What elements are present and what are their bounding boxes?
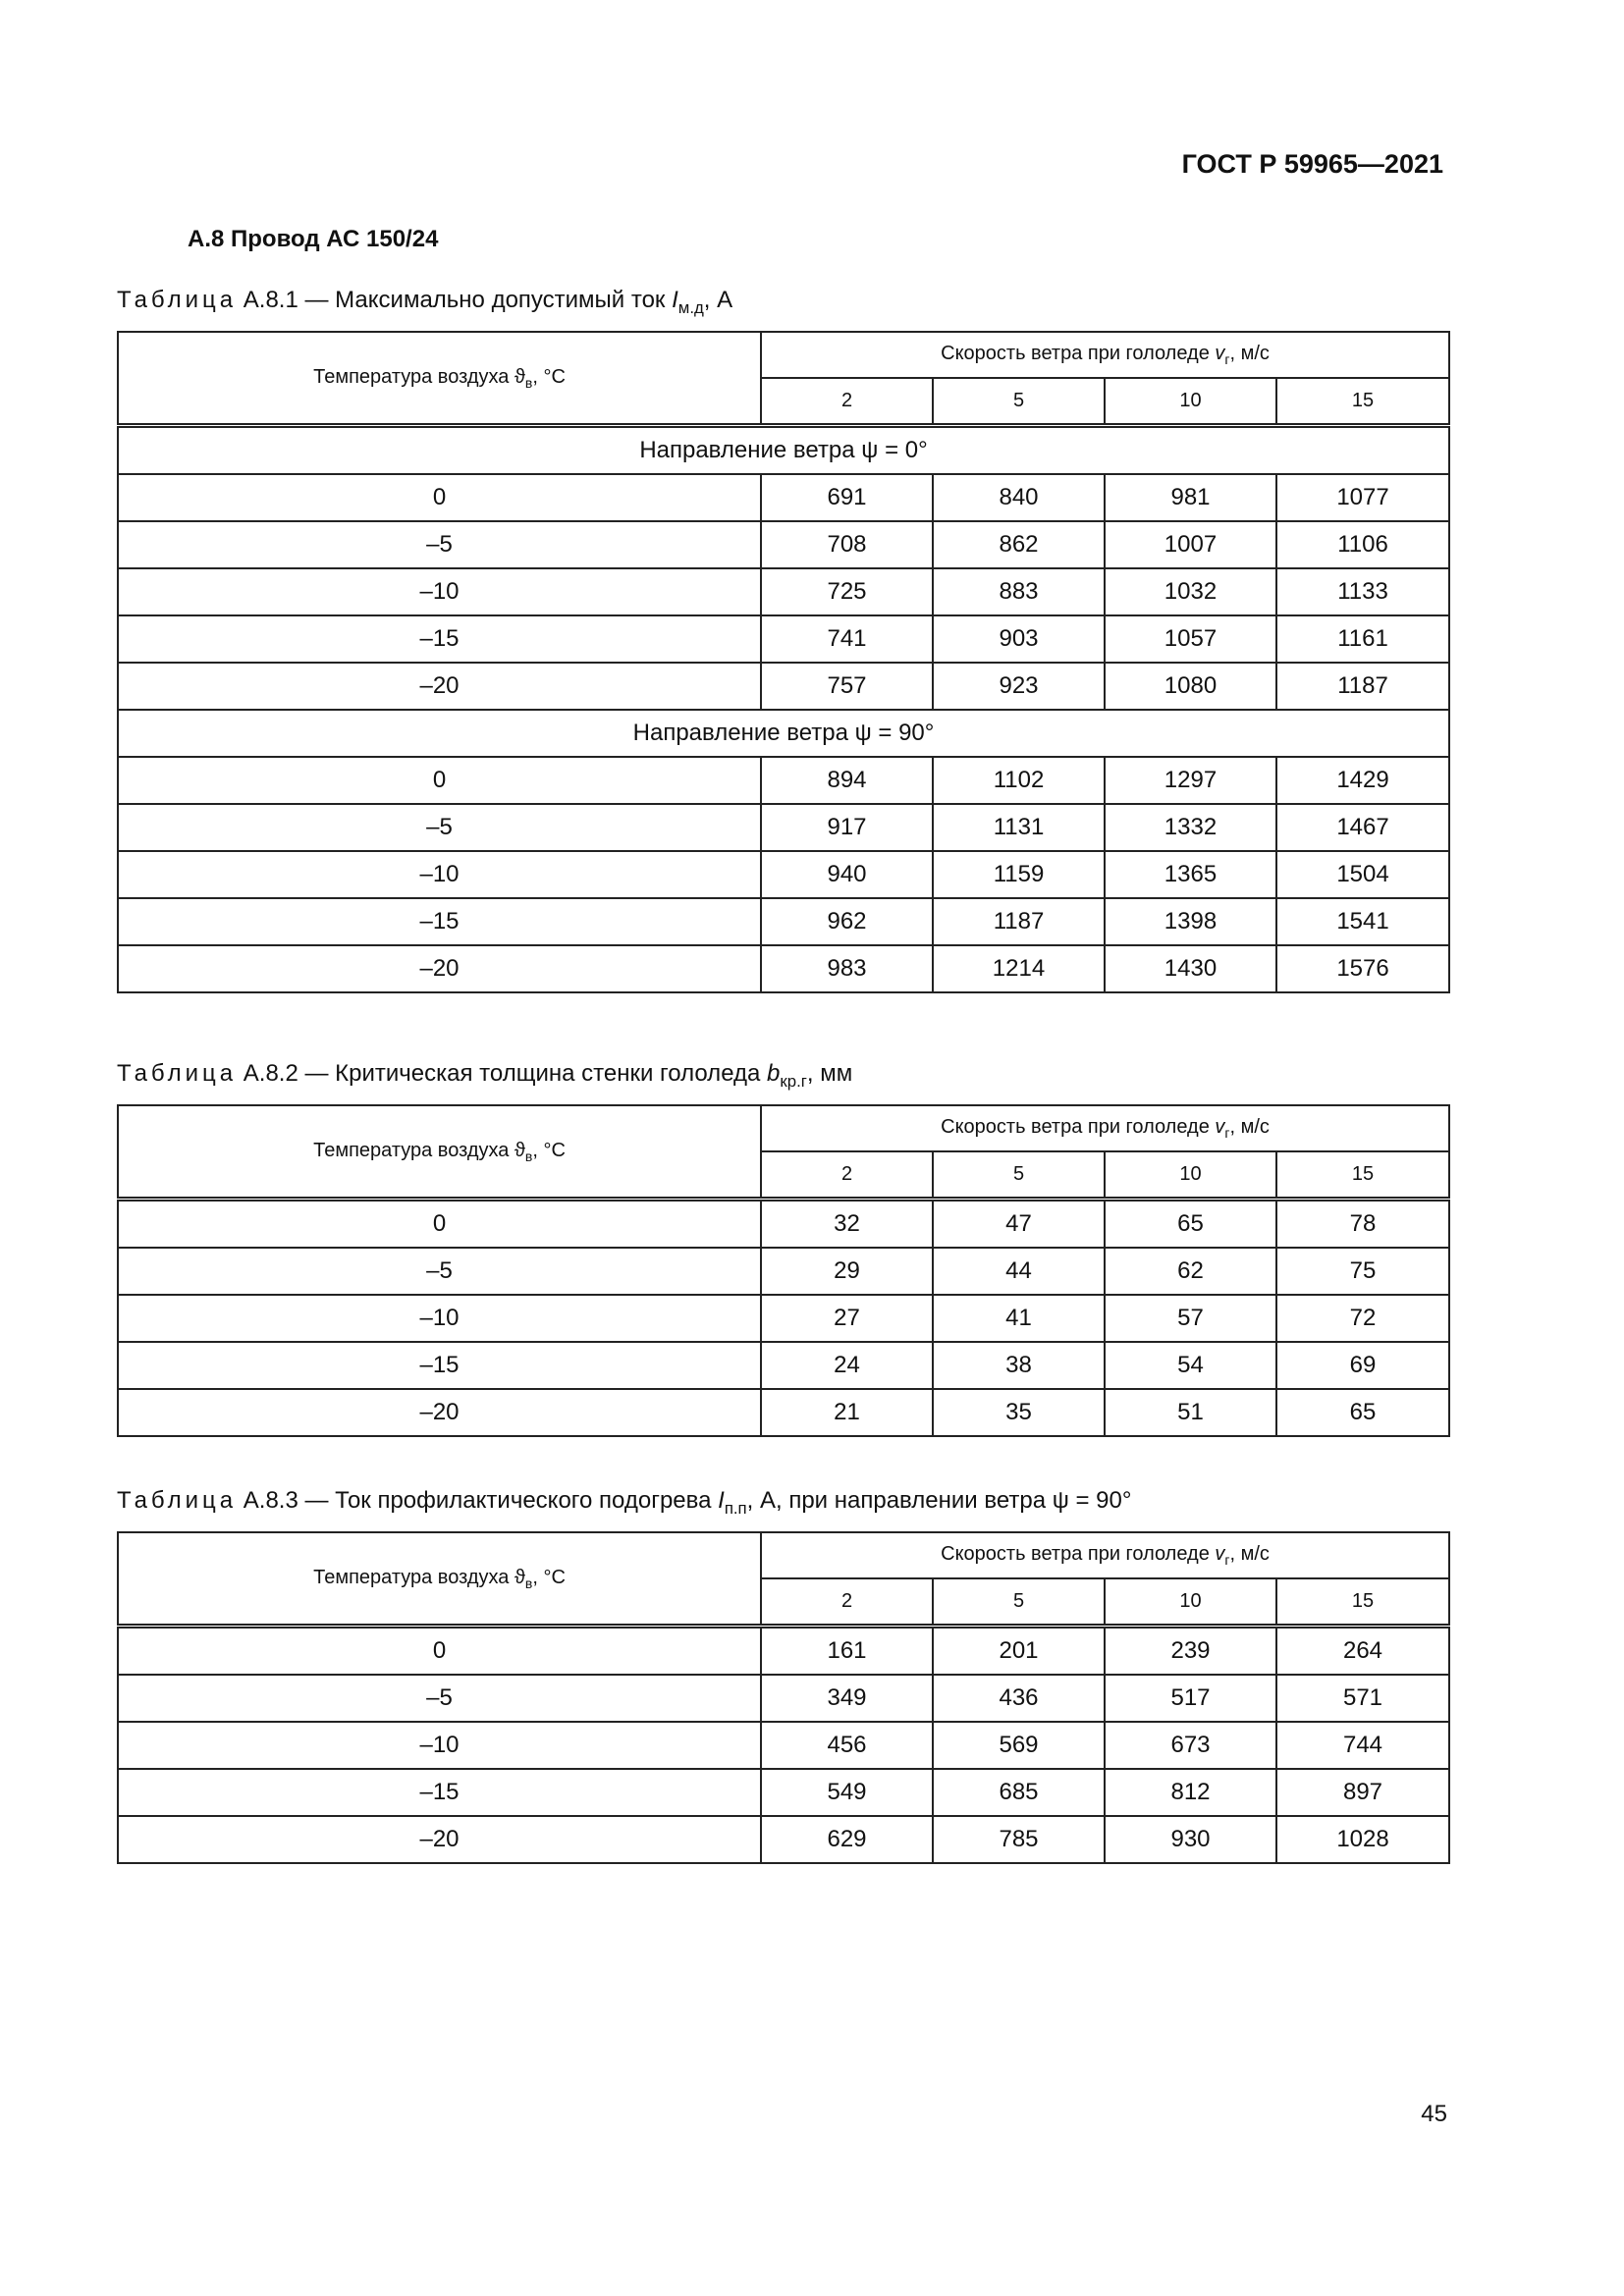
current-value-cell: 883: [933, 568, 1105, 615]
temperature-subscript: в: [524, 1575, 533, 1591]
caption-word: Таблица: [117, 1487, 238, 1514]
speed-value-header: 5: [933, 1151, 1105, 1200]
temperature-unit: , °С: [532, 1566, 566, 1588]
temperature-cell: –20: [118, 663, 761, 710]
wind-speed-symbol: v: [1215, 343, 1225, 364]
table-row: [118, 1389, 1449, 1436]
table-row: [118, 1295, 1449, 1342]
caption-unit: , мм: [806, 1060, 853, 1087]
temperature-cell: –5: [118, 1675, 761, 1722]
current-value-cell: 1057: [1105, 615, 1276, 663]
speed-value-header: 10: [1105, 1578, 1276, 1627]
current-value-cell: 691: [761, 474, 933, 521]
current-value-cell: 741: [761, 615, 933, 663]
table-row: [118, 521, 1449, 568]
temperature-cell: –10: [118, 1722, 761, 1769]
current-value-cell: 1576: [1276, 945, 1449, 992]
current-value-cell: 44: [933, 1248, 1105, 1295]
caption-unit: , А, при направлении ветра ψ = 90°: [746, 1487, 1132, 1514]
temperature-subscript: в: [524, 1148, 533, 1164]
document-id: ГОСТ Р 59965—2021: [1181, 149, 1443, 179]
current-value-cell: 72: [1276, 1295, 1449, 1342]
table-a81: [117, 331, 1450, 993]
current-value-cell: 35: [933, 1389, 1105, 1436]
header-row: [118, 1105, 1449, 1151]
current-value-cell: 725: [761, 568, 933, 615]
temperature-subscript: в: [524, 374, 533, 391]
current-value-cell: 1080: [1105, 663, 1276, 710]
current-value-cell: 1077: [1276, 474, 1449, 521]
temperature-cell: –20: [118, 1389, 761, 1436]
current-value-cell: 1131: [933, 804, 1105, 851]
current-value-cell: 1297: [1105, 757, 1276, 804]
temperature-cell: –15: [118, 898, 761, 945]
current-value-cell: 812: [1105, 1769, 1276, 1816]
current-value-cell: 862: [933, 521, 1105, 568]
wind-direction-row: [118, 426, 1449, 475]
current-value-cell: 940: [761, 851, 933, 898]
current-value-cell: 51: [1105, 1389, 1276, 1436]
current-value-cell: 75: [1276, 1248, 1449, 1295]
temperature-cell: –5: [118, 521, 761, 568]
current-value-cell: 1028: [1276, 1816, 1449, 1863]
current-value-cell: 32: [761, 1200, 933, 1249]
temperature-cell: 0: [118, 1200, 761, 1249]
wind-direction-cell: Направление ветра ψ = 90°: [118, 710, 1449, 757]
table-row: [118, 1722, 1449, 1769]
current-value-cell: 903: [933, 615, 1105, 663]
table-a82: [117, 1104, 1450, 1437]
current-value-cell: 962: [761, 898, 933, 945]
table-row: [118, 568, 1449, 615]
temperature-label: Температура воздуха ϑ: [313, 1139, 525, 1161]
table-body: [118, 1532, 1449, 1863]
temperature-cell: –10: [118, 568, 761, 615]
current-value-cell: 29: [761, 1248, 933, 1295]
caption-word: Таблица: [117, 287, 238, 313]
table-row: [118, 474, 1449, 521]
temperature-header: [118, 1105, 761, 1200]
caption-text: А.8.2 — Критическая толщина стенки гололеда: [237, 1060, 768, 1087]
table-a83: [117, 1531, 1450, 1864]
current-value-cell: 757: [761, 663, 933, 710]
table-row: [118, 945, 1449, 992]
current-value-cell: 785: [933, 1816, 1105, 1863]
wind-speed-unit: , м/с: [1229, 1543, 1270, 1565]
current-value-cell: 65: [1276, 1389, 1449, 1436]
speed-value-header: 5: [933, 378, 1105, 426]
current-value-cell: 1467: [1276, 804, 1449, 851]
current-value-cell: 983: [761, 945, 933, 992]
wind-speed-subscript: г: [1224, 1552, 1230, 1568]
temperature-cell: –5: [118, 1248, 761, 1295]
temperature-cell: 0: [118, 1627, 761, 1676]
current-value-cell: 1332: [1105, 804, 1276, 851]
current-value-cell: 21: [761, 1389, 933, 1436]
current-value-cell: 1398: [1105, 898, 1276, 945]
current-value-cell: 54: [1105, 1342, 1276, 1389]
current-value-cell: 24: [761, 1342, 933, 1389]
table-caption-a82: [117, 1060, 852, 1092]
page-number: 45: [1421, 2101, 1447, 2127]
wind-direction-row: [118, 710, 1449, 757]
current-value-cell: 1133: [1276, 568, 1449, 615]
table-row: [118, 898, 1449, 945]
current-value-cell: 38: [933, 1342, 1105, 1389]
wind-direction-cell: Направление ветра ψ = 0°: [118, 426, 1449, 475]
table-body: [118, 1105, 1449, 1436]
temperature-label: Температура воздуха ϑ: [313, 1566, 525, 1588]
current-value-cell: 436: [933, 1675, 1105, 1722]
temperature-label: Температура воздуха ϑ: [313, 365, 525, 388]
current-value-cell: 930: [1105, 1816, 1276, 1863]
caption-text: А.8.3 — Ток профилактического подогрева: [237, 1487, 719, 1514]
speed-value-header: 15: [1276, 1151, 1449, 1200]
header-row: [118, 1532, 1449, 1578]
wind-speed-symbol: v: [1215, 1543, 1225, 1565]
speed-value-header: 10: [1105, 1151, 1276, 1200]
table-row: [118, 804, 1449, 851]
table-row: [118, 1200, 1449, 1249]
wind-speed-label: Скорость ветра при гололеде: [941, 1116, 1216, 1138]
table-row: [118, 615, 1449, 663]
current-value-cell: 201: [933, 1627, 1105, 1676]
current-value-cell: 1365: [1105, 851, 1276, 898]
speed-value-header: 15: [1276, 1578, 1449, 1627]
temperature-cell: –20: [118, 945, 761, 992]
current-value-cell: 456: [761, 1722, 933, 1769]
table-row: [118, 1627, 1449, 1676]
current-value-cell: 629: [761, 1816, 933, 1863]
current-value-cell: 1430: [1105, 945, 1276, 992]
speed-value-header: 15: [1276, 378, 1449, 426]
wind-speed-header: [761, 1105, 1449, 1151]
wind-speed-symbol: v: [1215, 1116, 1225, 1138]
current-value-cell: 917: [761, 804, 933, 851]
temperature-header: [118, 1532, 761, 1627]
current-value-cell: 517: [1105, 1675, 1276, 1722]
current-value-cell: 41: [933, 1295, 1105, 1342]
current-value-cell: 1187: [1276, 663, 1449, 710]
temperature-unit: , °С: [532, 365, 566, 388]
current-value-cell: 708: [761, 521, 933, 568]
table-row: [118, 851, 1449, 898]
current-value-cell: 923: [933, 663, 1105, 710]
current-value-cell: 1214: [933, 945, 1105, 992]
current-value-cell: 1187: [933, 898, 1105, 945]
current-value-cell: 264: [1276, 1627, 1449, 1676]
wind-speed-header: [761, 332, 1449, 378]
current-value-cell: 981: [1105, 474, 1276, 521]
current-value-cell: 1007: [1105, 521, 1276, 568]
wind-speed-unit: , м/с: [1229, 343, 1270, 364]
caption-unit: , А: [703, 287, 733, 313]
current-value-cell: 1102: [933, 757, 1105, 804]
speed-value-header: 2: [761, 1578, 933, 1627]
wind-speed-label: Скорость ветра при гололеде: [941, 1543, 1216, 1565]
wind-speed-label: Скорость ветра при гололеде: [941, 343, 1216, 364]
caption-symbol: I: [672, 287, 678, 313]
section-heading: А.8 Провод АС 150/24: [188, 226, 439, 252]
temperature-cell: 0: [118, 474, 761, 521]
current-value-cell: 349: [761, 1675, 933, 1722]
table-row: [118, 1816, 1449, 1863]
table-row: [118, 1342, 1449, 1389]
current-value-cell: 78: [1276, 1200, 1449, 1249]
caption-subscript: п.п: [724, 1498, 747, 1518]
temperature-header: [118, 332, 761, 426]
current-value-cell: 1504: [1276, 851, 1449, 898]
wind-speed-subscript: г: [1224, 351, 1230, 367]
temperature-cell: –10: [118, 1295, 761, 1342]
caption-word: Таблица: [117, 1060, 238, 1087]
current-value-cell: 549: [761, 1769, 933, 1816]
current-value-cell: 1159: [933, 851, 1105, 898]
table-row: [118, 757, 1449, 804]
current-value-cell: 569: [933, 1722, 1105, 1769]
current-value-cell: 571: [1276, 1675, 1449, 1722]
temperature-cell: –10: [118, 851, 761, 898]
table-row: [118, 1769, 1449, 1816]
wind-speed-unit: , м/с: [1229, 1116, 1270, 1138]
current-value-cell: 1106: [1276, 521, 1449, 568]
current-value-cell: 1032: [1105, 568, 1276, 615]
current-value-cell: 673: [1105, 1722, 1276, 1769]
temperature-unit: , °С: [532, 1139, 566, 1161]
temperature-cell: 0: [118, 757, 761, 804]
current-value-cell: 62: [1105, 1248, 1276, 1295]
current-value-cell: 897: [1276, 1769, 1449, 1816]
current-value-cell: 1429: [1276, 757, 1449, 804]
caption-text: А.8.1 — Максимально допустимый ток: [237, 287, 673, 313]
current-value-cell: 239: [1105, 1627, 1276, 1676]
current-value-cell: 1541: [1276, 898, 1449, 945]
current-value-cell: 57: [1105, 1295, 1276, 1342]
current-value-cell: 27: [761, 1295, 933, 1342]
wind-speed-header: [761, 1532, 1449, 1578]
current-value-cell: 685: [933, 1769, 1105, 1816]
caption-subscript: кр.г: [780, 1071, 807, 1091]
speed-value-header: 5: [933, 1578, 1105, 1627]
current-value-cell: 894: [761, 757, 933, 804]
table-row: [118, 1675, 1449, 1722]
caption-symbol: b: [767, 1060, 781, 1087]
table-row: [118, 1248, 1449, 1295]
speed-value-header: 10: [1105, 378, 1276, 426]
table-row: [118, 663, 1449, 710]
temperature-cell: –20: [118, 1816, 761, 1863]
table-body: [118, 332, 1449, 992]
current-value-cell: 69: [1276, 1342, 1449, 1389]
current-value-cell: 840: [933, 474, 1105, 521]
current-value-cell: 161: [761, 1627, 933, 1676]
table-caption-a81: [117, 287, 732, 318]
caption-subscript: м.д: [677, 297, 704, 317]
current-value-cell: 744: [1276, 1722, 1449, 1769]
temperature-cell: –15: [118, 1769, 761, 1816]
temperature-cell: –15: [118, 615, 761, 663]
header-row: [118, 332, 1449, 378]
speed-value-header: 2: [761, 378, 933, 426]
current-value-cell: 65: [1105, 1200, 1276, 1249]
table-caption-a83: [117, 1487, 1131, 1519]
wind-speed-subscript: г: [1224, 1125, 1230, 1141]
temperature-cell: –5: [118, 804, 761, 851]
speed-value-header: 2: [761, 1151, 933, 1200]
current-value-cell: 1161: [1276, 615, 1449, 663]
current-value-cell: 47: [933, 1200, 1105, 1249]
caption-symbol: I: [718, 1487, 725, 1514]
temperature-cell: –15: [118, 1342, 761, 1389]
